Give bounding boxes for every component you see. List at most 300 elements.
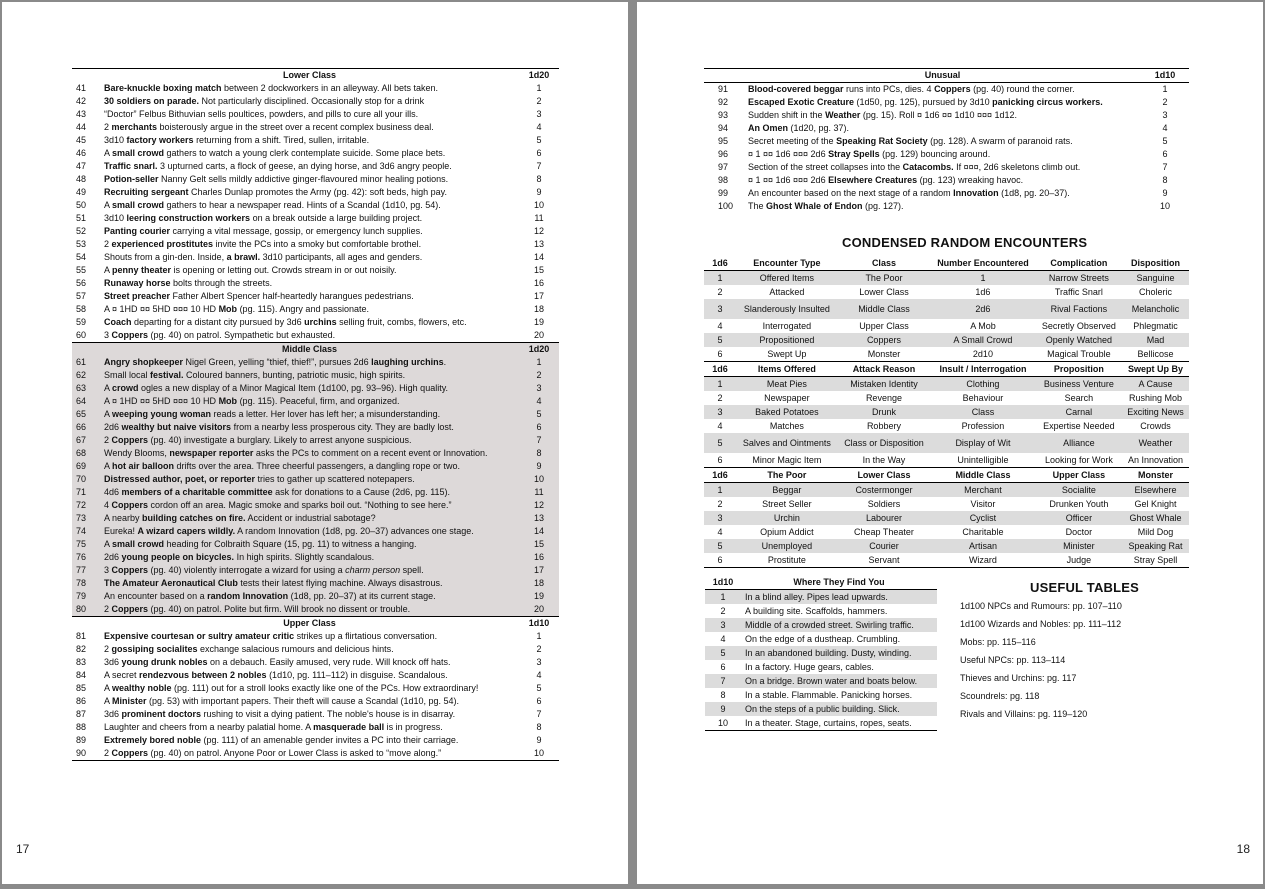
row-number: 58 (76, 304, 87, 314)
cell: Offered Items (736, 271, 838, 286)
row-number: 81 (76, 631, 87, 641)
table-row (704, 83, 1189, 97)
page-number: 18 (1236, 842, 1250, 856)
table-row (72, 734, 559, 747)
row-text: Recruiting sergeant Charles Dunlap promotes the Army (pg. 42): soft beds, high pay. (104, 187, 447, 197)
row-text: Extremely bored noble (pg. 111) of an amenable gender invites a PC into their carriage. (104, 735, 459, 745)
row-text: A ¤ 1HD ¤¤ 5HD ¤¤¤ 10 HD Mob (pg. 115). Peaceful, firm, and organized. (100, 395, 519, 408)
cell: 2 (717, 393, 723, 403)
cell: 5 (704, 333, 736, 347)
row-number: 10 (705, 716, 741, 731)
row-die: 16 (533, 278, 544, 288)
header-cell: Monster (1122, 468, 1189, 483)
cell: Robbery (866, 421, 901, 431)
row-text: An encounter based on a random Innovation (1d8, pp. 20–37) at its current stage. (100, 590, 519, 603)
cell: 2d6 (930, 299, 1036, 319)
where-header (705, 575, 937, 590)
row-text: A crowd ogles a new display of a Minor Magical Item (1d100, pg. 93–96). High quality. (100, 382, 519, 395)
cell: Rushing Mob (1129, 393, 1183, 403)
section-title: Unusual (744, 69, 1141, 83)
row-die: 4 (519, 395, 559, 408)
table-row (72, 395, 559, 408)
row-text: In a factory. Huge gears, cables. (745, 661, 874, 672)
condensed-row (704, 553, 1189, 568)
row-number: 6 (720, 661, 726, 672)
header-cell: 1d6 (704, 256, 736, 271)
useful-item: Scoundrels: pg. 118 (960, 691, 1040, 701)
row-number: 8 (720, 689, 726, 700)
row-text: 3d10 factory workers returning from a shift. Tired, sullen, irritable. (104, 135, 370, 145)
table-row (72, 303, 559, 316)
table-row (704, 122, 1189, 135)
cell: Meat Pies (736, 377, 838, 392)
row-text: A weeping young woman reads a letter. Her lover has left her; a misunderstanding. (100, 408, 519, 421)
condensed-encounter-table (704, 256, 1189, 568)
table-row (72, 264, 559, 277)
row-text: 2d6 wealthy but naive visitors from a nearby less prosperous city. They are badly lost. (100, 421, 519, 434)
cell: Officer (1036, 511, 1122, 525)
table-row (704, 174, 1189, 187)
table-row (72, 382, 559, 395)
cell: Speaking Rat (1122, 539, 1189, 553)
condensed-row (704, 271, 1189, 286)
row-die: 6 (536, 148, 542, 158)
useful-item: 1d100 Wizards and Nobles: pp. 111–112 (960, 619, 1122, 629)
row-text: 3 Coppers (pg. 40) on patrol. Sympathetic but exhausted. (104, 330, 336, 340)
header-cell: Lower Class (838, 468, 930, 483)
row-die: 13 (533, 239, 544, 249)
row-number: 52 (76, 226, 87, 236)
row-number: 93 (718, 110, 729, 120)
cell: A Mob (970, 321, 996, 331)
row-number: 76 (72, 551, 100, 564)
row-text: 2 Coppers (pg. 40) on patrol. Polite but firm. Will brook no dissent or trouble. (100, 603, 519, 617)
header-cell: 1d6 (704, 362, 736, 377)
cell: Exciting News (1122, 405, 1189, 419)
row-number: 54 (76, 252, 87, 262)
cell: Alliance (1036, 433, 1122, 453)
where-they-find-you-table (705, 575, 937, 731)
cell: Display of Wit (930, 433, 1036, 453)
row-text: 3 Coppers (pg. 40) violently interrogate a wizard for using a charm person spell. (100, 564, 519, 577)
table-row (72, 147, 559, 160)
row-die: 17 (519, 564, 559, 577)
cell: Charitable (962, 527, 1004, 537)
row-die: 17 (533, 291, 544, 301)
row-number: 5 (705, 646, 741, 660)
cell: An Innovation (1127, 455, 1184, 465)
cell: Melancholic (1122, 299, 1189, 319)
row-number: 80 (72, 603, 100, 617)
row-die: 5 (536, 135, 542, 145)
table-row (72, 82, 559, 95)
row-text: Traffic snarl. 3 upturned carts, a flock of geese, an dying horse, and 3d6 angry people. (104, 161, 452, 171)
row-text: A penny theater is opening or letting out. Crowds stream in or out noisily. (104, 265, 397, 275)
row-die: 8 (536, 722, 542, 732)
cell: Minister (1036, 539, 1122, 553)
cell: Carnal (1036, 405, 1122, 419)
cell: 6 (717, 455, 723, 465)
table-row (72, 277, 559, 290)
row-number: 3 (705, 618, 741, 632)
cell: Urchin (736, 511, 838, 525)
table-row (72, 290, 559, 303)
row-number: 48 (76, 174, 87, 184)
table-row (72, 577, 559, 590)
table-row (72, 316, 559, 329)
row-die: 11 (534, 213, 544, 223)
table-row (72, 695, 559, 708)
row-number: 78 (72, 577, 100, 590)
row-die: 9 (536, 187, 542, 197)
table-row (72, 512, 559, 525)
row-die: 13 (519, 512, 559, 525)
table-row (704, 187, 1189, 200)
row-number: 91 (704, 83, 744, 97)
where-row (705, 674, 937, 688)
cell: 2 (717, 287, 723, 297)
condensed-row (704, 419, 1189, 433)
useful-item: Useful NPCs: pp. 113–114 (960, 655, 1066, 665)
section-title: Lower Class (100, 69, 519, 83)
table-row (72, 408, 559, 421)
header-cell: Proposition (1036, 362, 1122, 377)
row-text: Runaway horse bolts through the streets. (104, 278, 273, 288)
cell: Phlegmatic (1133, 321, 1178, 331)
row-text: An encounter based on the next stage of a random Innovation (1d8, pg. 20–37). (748, 188, 1070, 198)
row-text: A small crowd gathers to watch a young clerk contemplate suicide. Some place bets. (104, 148, 446, 158)
useful-item: 1d100 NPCs and Rumours: pp. 107–110 (960, 601, 1122, 611)
row-die: 12 (519, 499, 559, 512)
row-die: 10 (519, 473, 559, 486)
table-row (72, 538, 559, 551)
row-die: 19 (533, 317, 544, 327)
row-die: 2 (1162, 97, 1168, 107)
cell: Mad (1122, 333, 1189, 347)
condensed-row (704, 525, 1189, 539)
section-die: 1d10 (1141, 69, 1189, 83)
row-number: 60 (76, 330, 87, 340)
row-text: Secret meeting of the Speaking Rat Society (pg. 128). A swarm of paranoid rats. (748, 136, 1073, 146)
cell: 2d10 (972, 349, 993, 359)
cell: Matches (769, 421, 804, 431)
row-text: The Ghost Whale of Endon (pg. 127). (748, 201, 904, 211)
row-text: 2 gossiping socialites exchange salacious rumours and delicious hints. (104, 644, 394, 654)
row-number: 65 (72, 408, 100, 421)
table-row (704, 109, 1189, 122)
cell: Newspaper (764, 393, 810, 403)
row-number: 77 (72, 564, 100, 577)
row-text: ¤ 1 ¤¤ 1d6 ¤¤¤ 2d6 Stray Spells (pg. 129) bouncing around. (748, 149, 991, 159)
header-cell: Encounter Type (736, 256, 838, 271)
row-die: 6 (1162, 149, 1168, 159)
row-number: 95 (718, 136, 729, 146)
row-number: 87 (76, 709, 87, 719)
row-number: 86 (76, 696, 87, 706)
row-die: 5 (1162, 136, 1168, 146)
table-row (72, 186, 559, 199)
table-row (704, 135, 1189, 148)
row-die: 1 (536, 83, 542, 93)
cell: A Cause (1122, 377, 1189, 392)
row-text: In an abandoned building. Dusty, winding. (741, 646, 937, 660)
row-die: 14 (533, 252, 544, 262)
row-number: 88 (76, 722, 87, 732)
cell: 4 (717, 321, 723, 331)
table-row (72, 369, 559, 382)
row-die: 4 (536, 122, 542, 132)
row-die: 7 (519, 434, 559, 447)
row-number: 49 (76, 187, 87, 197)
row-text: Wendy Blooms, newspaper reporter asks the PCs to comment on a recent event or Innovation. (100, 447, 519, 460)
where-row (705, 716, 937, 731)
row-die: 7 (536, 161, 542, 171)
cell: Stray Spell (1122, 553, 1189, 568)
row-die: 20 (519, 603, 559, 617)
cell: 1 (704, 271, 736, 286)
row-text: 3d6 young drunk nobles on a debauch. Easily amused, very rude. Will knock off hats. (104, 657, 451, 667)
cell: Prostitute (736, 553, 838, 568)
row-die: 3 (536, 109, 542, 119)
table-row (704, 161, 1189, 174)
table-row (72, 108, 559, 121)
table-row (72, 473, 559, 486)
table-row (72, 238, 559, 251)
header-cell: Number Encountered (930, 256, 1036, 271)
row-text: Panting courier carrying a vital message, gossip, or emergency lunch supplies. (104, 226, 423, 236)
row-text: Escaped Exotic Creature (1d50, pg. 125), pursued by 3d10 panicking circus workers. (748, 97, 1103, 107)
cell: Behaviour (962, 393, 1004, 403)
row-text: The Amateur Aeronautical Club tests their latest flying machine. Always disastrous. (100, 577, 519, 590)
section-title: Middle Class (100, 343, 519, 357)
section-empty (704, 69, 744, 83)
table-row (72, 643, 559, 656)
cell: Class (930, 405, 1036, 419)
cell: Swept Up (767, 349, 807, 359)
useful-item: Rivals and Villains: pg. 119–120 (960, 709, 1088, 719)
row-text: On the steps of a public building. Slick. (741, 702, 937, 716)
table-row (72, 603, 559, 617)
row-die: 11 (519, 486, 559, 499)
row-text: 4d6 members of a charitable committee ask for donations to a Cause (2d6, pg. 115). (100, 486, 519, 499)
condensed-row (704, 453, 1189, 468)
cell: Minor Magic Item (752, 455, 822, 465)
cell: Narrow Streets (1036, 271, 1122, 286)
row-text: A small crowd gathers to hear a newspaper read. Hints of a Scandal (1d10, pg. 54). (104, 200, 441, 210)
row-number: 47 (76, 161, 87, 171)
row-die: 5 (519, 408, 559, 421)
useful-tables-title: USEFUL TABLES (1030, 580, 1140, 595)
row-die: 4 (1162, 123, 1168, 133)
row-die: 5 (536, 683, 542, 693)
cell: 5 (704, 433, 736, 453)
cell: Baked Potatoes (736, 405, 838, 419)
row-die: 7 (1162, 162, 1168, 172)
row-text: A Minister (pg. 53) with important papers. Their theft will cause a Scandal (1d10, pg. 54). (104, 696, 460, 706)
table-row (72, 251, 559, 264)
table-row (72, 134, 559, 147)
table-row (72, 212, 559, 225)
where-row (705, 618, 937, 632)
cell: Attacked (769, 287, 805, 297)
row-text: A ¤ 1HD ¤¤ 5HD ¤¤¤ 10 HD Mob (pg. 115). Angry and passionate. (104, 304, 369, 314)
table-row (72, 95, 559, 108)
cell: Choleric (1139, 287, 1173, 297)
section-empty (72, 69, 100, 83)
row-text: A small crowd heading for Colbraith Square (15, pg. 11) to witness a hanging. (100, 538, 519, 551)
condensed-row (704, 391, 1189, 405)
cell: Cyclist (930, 511, 1036, 525)
cell: Rival Factions (1036, 299, 1122, 319)
row-text: Distressed author, poet, or reporter tries to gather up scattered notepapers. (100, 473, 519, 486)
row-die: 9 (536, 735, 542, 745)
row-die: 6 (519, 421, 559, 434)
row-number: 57 (76, 291, 87, 301)
row-die: 8 (1162, 175, 1168, 185)
cell: The Poor (838, 271, 930, 286)
left-encounter-table (72, 68, 559, 761)
row-die: 3 (536, 657, 542, 667)
cell: Secretly Observed (1041, 321, 1116, 331)
cell: Sanguine (1122, 271, 1189, 286)
cell: 2 (717, 499, 723, 509)
row-text: Bare-knuckle boxing match between 2 dockworkers in an alleyway. All bets taken. (104, 83, 438, 93)
where-row (705, 688, 937, 702)
header-cell: Upper Class (1036, 468, 1122, 483)
header-cell: Disposition (1122, 256, 1189, 271)
row-text: 3d10 leering construction workers on a break outside a large building project. (104, 213, 423, 223)
row-number: 4 (720, 633, 726, 644)
cell: 4 (717, 527, 723, 537)
section-die: 1d20 (519, 69, 559, 83)
row-number: 63 (72, 382, 100, 395)
row-number: 79 (72, 590, 100, 603)
row-number: 46 (76, 148, 87, 158)
table-row (72, 708, 559, 721)
cell: Merchant (930, 483, 1036, 498)
unusual-encounter-table (704, 68, 1189, 213)
row-number: 82 (76, 644, 87, 654)
cell: Soldiers (867, 499, 901, 509)
row-die: 4 (536, 670, 542, 680)
cell: Expertise Needed (1043, 421, 1115, 431)
row-die: 2 (536, 96, 542, 106)
condensed-row (704, 511, 1189, 525)
row-number: 85 (76, 683, 87, 693)
cell: Visitor (970, 499, 996, 509)
cell: Wizard (930, 553, 1036, 568)
row-number: 56 (76, 278, 87, 288)
row-text: Shouts from a gin-den. Inside, a brawl. 3d10 participants, all ages and genders. (104, 252, 423, 262)
row-number: 97 (718, 162, 729, 172)
condensed-row (704, 333, 1189, 347)
row-text: “Doctor” Felbus Bithuvian sells poultices, powders, and pills to cure all your ills. (104, 109, 419, 119)
row-text: Eureka! A wizard capers wildly. A random Innovation (1d8, pg. 20–37) advances one stage. (100, 525, 519, 538)
section-header (704, 69, 1189, 83)
header-cell: Class (838, 256, 930, 271)
row-number: 50 (76, 200, 87, 210)
cell: Crowds (1140, 421, 1171, 431)
row-number: 64 (72, 395, 100, 408)
section-empty (72, 343, 100, 357)
row-text: Laughter and cheers from a nearby palatial home. A masquerade ball is in progress. (104, 722, 443, 732)
table-row (704, 200, 1189, 213)
cell: 1 (704, 483, 736, 498)
row-number: 83 (76, 657, 87, 667)
row-number: 84 (76, 670, 87, 680)
row-text: A secret rendezvous between 2 nobles (1d10, pg. 111–112) in disguise. Scandalous. (104, 670, 448, 680)
cell: Artisan (930, 539, 1036, 553)
cell: Looking for Work (1044, 455, 1113, 465)
row-text: 4 Coppers cordon off an area. Magic smoke and sparks boil out. “Nothing to see here.” (100, 499, 519, 512)
section-die: 1d10 (519, 617, 559, 631)
cell: 4 (717, 421, 723, 431)
cell: Cheap Theater (854, 527, 914, 537)
condensed-row (704, 483, 1189, 498)
cell: Slanderously Insulted (736, 299, 838, 319)
row-number: 59 (76, 317, 87, 327)
cell: Street Seller (762, 499, 812, 509)
where-row (705, 702, 937, 716)
row-number: 62 (72, 369, 100, 382)
row-text: On the edge of a dustheap. Crumbling. (745, 633, 901, 644)
row-number: 73 (72, 512, 100, 525)
header-cell: Items Offered (736, 362, 838, 377)
header-cell: Insult / Interrogation (930, 362, 1036, 377)
row-number: 69 (72, 460, 100, 473)
cell: 3 (704, 299, 736, 319)
row-text: ¤ 1 ¤¤ 1d6 ¤¤¤ 2d6 Elsewhere Creatures (pg. 123) wreaking havoc. (748, 175, 1024, 185)
cell: In the Way (862, 455, 906, 465)
row-number: 51 (76, 213, 87, 223)
condensed-row (704, 497, 1189, 511)
table-row (72, 656, 559, 669)
table-row (72, 225, 559, 238)
row-die: 7 (536, 709, 542, 719)
header-cell: Swept Up By (1122, 362, 1189, 377)
row-number: 100 (718, 201, 734, 211)
cell: Propositioned (736, 333, 838, 347)
cell: Judge (1036, 553, 1122, 568)
cell: Gel Knight (1134, 499, 1177, 509)
row-number: 92 (718, 97, 729, 107)
row-text: 30 soldiers on parade. Not particularly disciplined. Occasionally stop for a drink (104, 96, 425, 106)
row-die: 12 (533, 226, 544, 236)
condensed-row (704, 299, 1189, 319)
table-row (72, 551, 559, 564)
cell: Business Venture (1036, 377, 1122, 392)
where-row (705, 604, 937, 618)
row-text: Section of the street collapses into the Catacombs. If ¤¤¤, 2d6 skeletons climb out. (748, 162, 1081, 172)
table-row (72, 329, 559, 343)
cell: 3 (704, 405, 736, 419)
condensed-row (704, 539, 1189, 553)
table-row (72, 173, 559, 186)
row-number: 42 (76, 96, 87, 106)
table-row (72, 160, 559, 173)
condensed-row (704, 347, 1189, 362)
table-row (72, 434, 559, 447)
row-die: 19 (519, 590, 559, 603)
useful-item: Thieves and Urchins: pg. 117 (960, 673, 1077, 683)
row-die: 8 (519, 447, 559, 460)
row-number: 1 (705, 590, 741, 605)
row-die: 10 (533, 200, 544, 210)
cell: Unemployed (736, 539, 838, 553)
row-text: A hot air balloon drifts over the area. Three cheerful passengers, a dangling rope or two. (100, 460, 519, 473)
row-die: 1 (519, 356, 559, 369)
row-text: A wealthy noble (pg. 111) out for a stroll looks exactly like one of the PCs. How extraordinary! (104, 683, 479, 693)
